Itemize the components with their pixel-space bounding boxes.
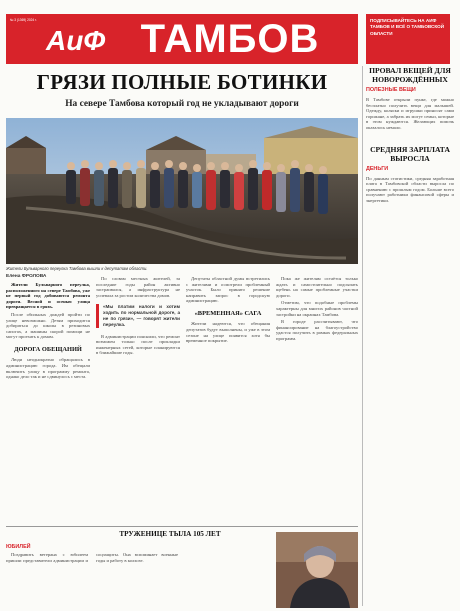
section-subtitle: ДОРОГА ОБЕЩАНИЙ: [14, 345, 82, 353]
paragraph: В городе рассчитывают, что финансирование на благоустройство удастся получить в рамках федеральных программ.: [276, 319, 358, 341]
sidebar-rubric-2: ДЕНЬГИ: [366, 165, 389, 172]
issue-info: № 3 (1369) 2024 г.: [10, 18, 37, 22]
main-photo: [6, 118, 358, 264]
sidebar-text-1: В Тамбове открыли пункт, где можно бесплатно получить вещи для малышей. Одежду, коляски и игрушки приносят сами горожане, а забрать их могут семьи, которые в этом нуждаются. Желающих помочь оказалось немало.: [366, 97, 454, 130]
paragraph: Люди неоднократно обращались в администрацию города. Им обещали включить улицу в программу ремонта, однако дело так и не сдвинулось с места.: [6, 357, 90, 380]
pull-quote: «Мы платим налоги и хотим ходить по нормальной дороге, а не по грязи», — говорят жители переулка.: [96, 304, 180, 327]
paragraph: По словам местных жителей, за последние годы район активно застраивался, а инфраструктура не успевала за ростом количества домов.: [96, 276, 180, 298]
paragraph: После обильных дождей пройти по улице невозможно. Детям приходится добираться до школы в резиновых сапогах, а машины скорой помощи не могут проехать к домам.: [6, 311, 90, 340]
paragraph: Поздравить ветерана с юбилеем пришли представители администрации и соцзащиты. Она вспоминает военные годы и работу в колхозе.: [6, 552, 178, 563]
paragraph: Депутаты областной думы встретились с жителями и осмотрели проблемный участок. Было принято решение направить запрос в городскую администрацию.: [186, 276, 270, 304]
main-headline: ГРЯЗИ ПОЛНЫЕ БОТИНКИ: [36, 70, 328, 94]
paragraph: Пока же жителям остаётся только ждать и самостоятельно подсыпать щебень на самые проблемные участки дороги.: [276, 276, 358, 298]
sidebar-text-2: По данным статистики, средняя заработная плата в Тамбовской области выросла по сравнению с прошлым годом. Больше всего получают работники финансовой сферы и энергетики.: [366, 175, 454, 203]
masthead: [6, 14, 358, 64]
bottom-rubric: ЮБИЛЕЙ: [6, 544, 31, 550]
svg-text:АиФ: АиФ: [46, 25, 106, 56]
column-divider: [362, 66, 363, 606]
promo-text: ПОДПИСЫВАЙТЕСЬ НА АИФ ТАМБОВ И ВСЁ О ТАМБОВСКОЙ ОБЛАСТИ: [370, 18, 445, 36]
article-column-3: [186, 276, 270, 524]
bottom-article-text: [6, 552, 268, 608]
article-column-4: [276, 276, 358, 524]
photo-caption: Жители Бульварного переулка Тамбова вышли к депутатам области.: [6, 266, 148, 271]
aif-logo: [42, 18, 108, 60]
right-sidebar: [366, 66, 454, 204]
lead-paragraph: Жители Бульварного переулка, расположенного на севере Тамбова, уже не первый год добиваются ремонта дороги. Весной и осенью улица превращается в грязь.: [6, 282, 90, 310]
masthead-title: ТАМБОВ: [140, 17, 320, 61]
section-divider: [6, 526, 358, 527]
paragraph: Жители надеются, что обещания депутатов будут выполнены, и уже в этом сезоне на улице появится хотя бы временное покрытие.: [186, 321, 270, 344]
veteran-photo: [276, 532, 358, 608]
paragraph: В администрации пояснили, что ремонт возможен только после прокладки инженерных сетей, которые планируются в ближайшие годы.: [96, 333, 180, 356]
main-subheadline: На севере Тамбова который год не укладывают дороги: [65, 99, 299, 109]
section-subtitle: «ВРЕМЕННАЯ» САГА: [194, 309, 262, 317]
sidebar-headline-2: СРЕДНЯЯ ЗАРПЛАТА ВЫРОСЛА: [370, 144, 450, 163]
paragraph: Отметим, что подобные проблемы характерны для многих районов частной застройки на окраинах Тамбова.: [276, 300, 358, 317]
promo-banner[interactable]: [366, 14, 450, 64]
byline: Елена ФРОЛОВА: [6, 274, 47, 279]
article-column-1: [6, 282, 90, 524]
bottom-headline: ТРУЖЕНИЦЕ ТЫЛА 105 ЛЕТ: [119, 530, 221, 538]
sidebar-headline-1: ПРОВАЛ ВЕЩЕЙ ДЛЯ НОВОРОЖДЁННЫХ: [369, 66, 451, 84]
sidebar-rubric-1: ПОЛЕЗНЫЕ ВЕЩИ: [366, 87, 416, 93]
article-column-2: [96, 276, 180, 524]
